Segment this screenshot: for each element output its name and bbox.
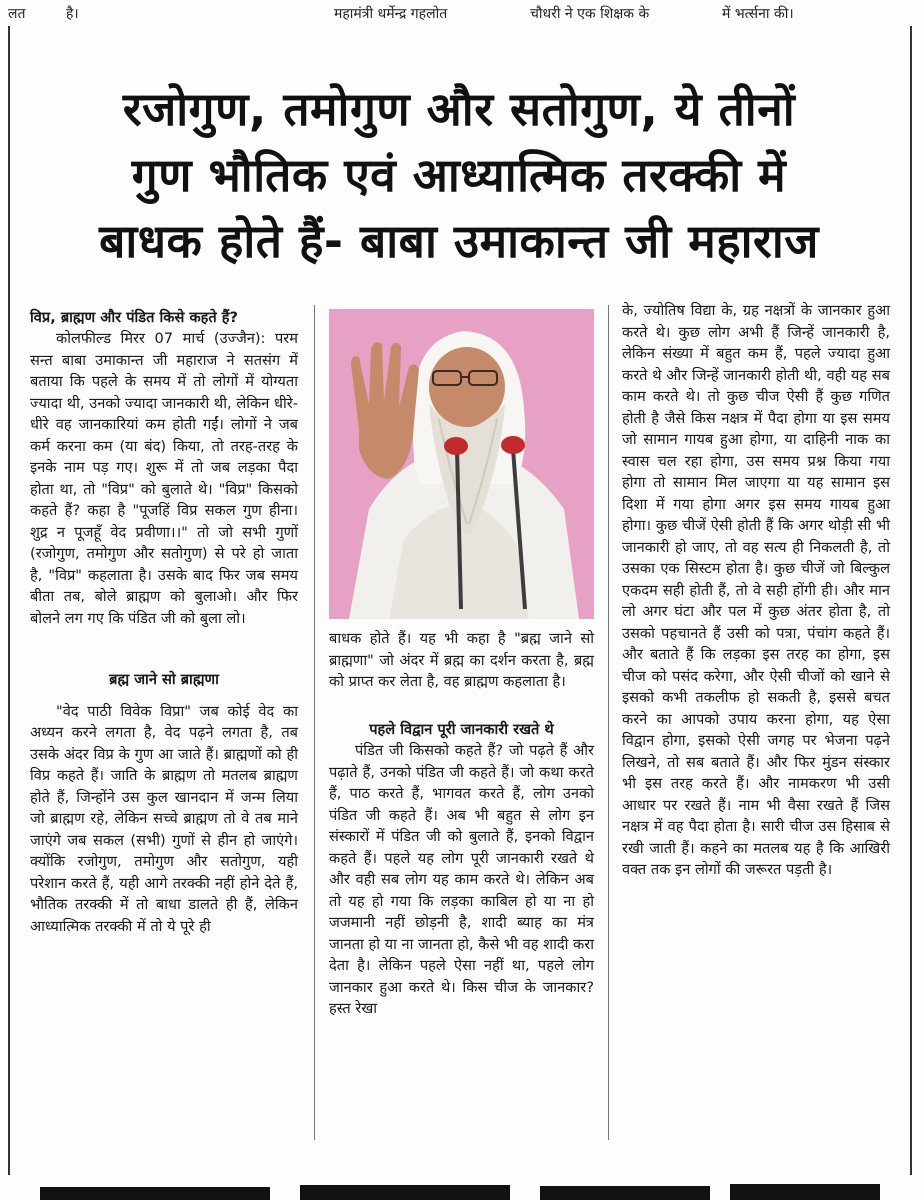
top-strip xyxy=(0,0,924,26)
top-strip-fragment: चौधरी ने एक शिक्षक के xyxy=(530,6,650,22)
column-1-paragraph: कोलफील्ड मिरर 07 मार्च (उज्जैन): परम सन्त बाबा उमाकान्त जी महाराज ने सतसंग में बताया कि पहले के समय में तो लोगों में योग्यता ज्यादा थी, उनको ज्यादा जानकारी थी, लेकिन धीरे-धीरे वह जानकारियां कम होती गईं। लोगों ने जब कर्म करना कम (या बंद) किया, तो तरह-तरह के इनके नाम पड़ गए। शुरू में तो जब लड़का पैदा होता था, तो "विप्र" को बुलाते थे। "विप्र" किसको कहते हैं? कहा है "पूजहिं विप्र सकल गुण हीना। शुद्र न पूजहूँ वेद प्रवीणा।।" तो जो सभी गुणों (रजोगुण, तमोगुण और सतोगुण) से परे हो जाता है, "विप्र" कहलाता है। उसके बाद फिर जब समय बीता तब, बोले ब्राह्मण को बुलाओ। और फिर बोलने लग गए कि पंडित जी को बुला लो। xyxy=(30,330,298,627)
next-headline-cutoff xyxy=(0,1175,924,1200)
headline-line: रजोगुण, तमोगुण और सतोगुण, ये तीनों xyxy=(122,82,796,136)
top-strip-fragment: में भर्त्सना की। xyxy=(722,6,794,22)
column-2-subhead: पहले विद्वान पूरी जानकारी रखते थे xyxy=(369,720,554,738)
page-border-left xyxy=(8,26,10,1176)
article-column-2 xyxy=(329,628,594,1020)
column-2-paragraph-2: पंडित जी किसको कहते हैं? जो पढ़ते हैं और पढ़ाते हैं, उनको पंडित जी कहते हैं। जो कथा करते हैं, पाठ करते हैं, भागवत करते हैं, लोग उनको पंडित जी कहते हैं। अब भी बहुत से लोग इन संस्कारों में पंडित जी को बुलाते हैं, इनको विद्वान कहते हैं। पहले यह लोग पूरी जानकारी रखते थे और वही सब लोग यह काम करते थे। लेकिन अब तो यह हो गया कि लड़का काबिल हो या ना हो जजमानी नहीं छोड़नी है, शादी ब्याह का मंत्र जानता हो या ना जानता हो, कैसे भी वह शादी करा देता है। लेकिन पहले ऐसा नहीं था, पहले लोग जानकार हुआ करते थे। किस चीज के जानकार? हस्त रेखा xyxy=(329,742,594,1017)
column-divider xyxy=(608,305,609,1140)
article-column-3 xyxy=(622,300,890,881)
column-1-paragraph-2: "वेद पाठी विवेक विप्रा" जब कोई वेद का अध्यन करने लगता है, वेद पढ़ने लगता है, तब उसके अंदर विप्र के गुण आ जाते हैं। ब्राह्मणों को ही विप्र कहते हैं। जाति के ब्राह्मण तो मतलब ब्राह्मण होते हैं, जिन्होंने उस कुल खानदान में जन्म लिया जो ब्राह्मण रहे, लेकिन सच्चे ब्राह्मण तो वे तब माने जाएंगे जब सकल (सभी) गुणों से हीन हो जाएंगे। क्योंकि रजोगुण, तमोगुण और सतोगुण, यही परेशान करते हैं, यही आगे तरक्की नहीं होने देते हैं, भौतिक तरक्की में तो बाधा डालते ही हैं, लेकिन आध्यात्मिक तरक्की में तो ये पूरे ही xyxy=(30,702,298,935)
headline-line: गुण भौतिक एवं आध्यात्मिक तरक्की में xyxy=(131,148,787,202)
top-strip-fragment: लत xyxy=(8,6,26,22)
speaker-photo-illustration xyxy=(329,309,594,619)
top-strip-fragment: महामंत्री धर्मेन्द्र गहलोत xyxy=(334,6,448,22)
column-2-paragraph: बाधक होते हैं। यह भी कहा है "ब्रह्म जाने सो ब्राह्मणा" जो अंदर में ब्रह्म का दर्शन करता है, ब्रह्म को प्राप्त कर लेता है, वह ब्राह्मण कहलाता है। xyxy=(329,630,594,690)
column-1-subhead: विप्र, ब्राह्मण और पंडित किसे कहते हैं? xyxy=(30,309,239,326)
headline-line: बाधक होते हैं- बाबा उमाकान्त जी महाराज xyxy=(99,214,819,268)
column-divider xyxy=(314,305,315,1140)
article-headline xyxy=(24,76,894,274)
page-border-right xyxy=(910,26,912,1176)
column-3-paragraph: के, ज्योतिष विद्या के, ग्रह नक्षत्रों के जानकार हुआ करते थे। कुछ लोग अभी हैं जिन्हें जानकारी है, लेकिन संख्या में बहुत कम हैं, पहले ज्यादा हुआ करते थे और जिन्हें जानकारी होती थी, वही यह सब काम करते थे। तो कुछ चीज ऐसी हैं कुछ गणित होती है जैसे किस नक्षत्र में पैदा होगा या इस समय जो सामान गायब हुआ होगा, या दाहिनी नाक का स्वास चल रहा होगा, उस समय प्रश्न किया गया होगा तो सामान मिल जाएगा या यह सामान इस दिशा में गया होगा अगर इस समय गायब हुआ होगा। कुछ चीजें ऐसी होती हैं कि अगर थोड़ी सी भी जानकारी हो जाए, तो वह सत्य ही निकलती है, तो उसका एक सिस्टम होता है। कुछ चीजें जो बिल्कुल एकदम सही होती हैं, तो वे सही होंगी ही। और मान लो अगर घंटा और पल में कुछ अंतर होता है, तो उसको पहचानते हैं उसी को पत्रा, पंचांग कहते हैं। और बताते हैं कि लड़का इस तरह का होगा, इस चीज को पसंद करेगा, और ऐसी चीजों को खाने से इसको कभी तकलीफ हो सकती है, इससे बचत करने का आपको उपाय करना होगा, यह ऐसा विद्वान होगा, इसको ऐसी जगह पर भेजना पढ़ने लिखने, तो सब बताते हैं। और फिर मुंडन संस्कार भी इस तरह करते हैं। और नामकरण भी उसी आधार पर रखते हैं। नाम भी वैसा रखते हैं जिस नक्षत्र में वह पैदा होता है। सारी चीज उस हिसाब से रखी जाती हैं। कहने का मतलब यह है कि आखिरी वक्त तक इन लोगों की जरूरत पड़ती है। xyxy=(622,302,890,878)
article-column-1 xyxy=(30,307,298,937)
column-1-subhead-2: ब्रह्म जाने सो ब्राह्मणा xyxy=(109,671,219,688)
top-strip-fragment: है। xyxy=(66,6,79,22)
speaker-photo xyxy=(329,309,594,619)
